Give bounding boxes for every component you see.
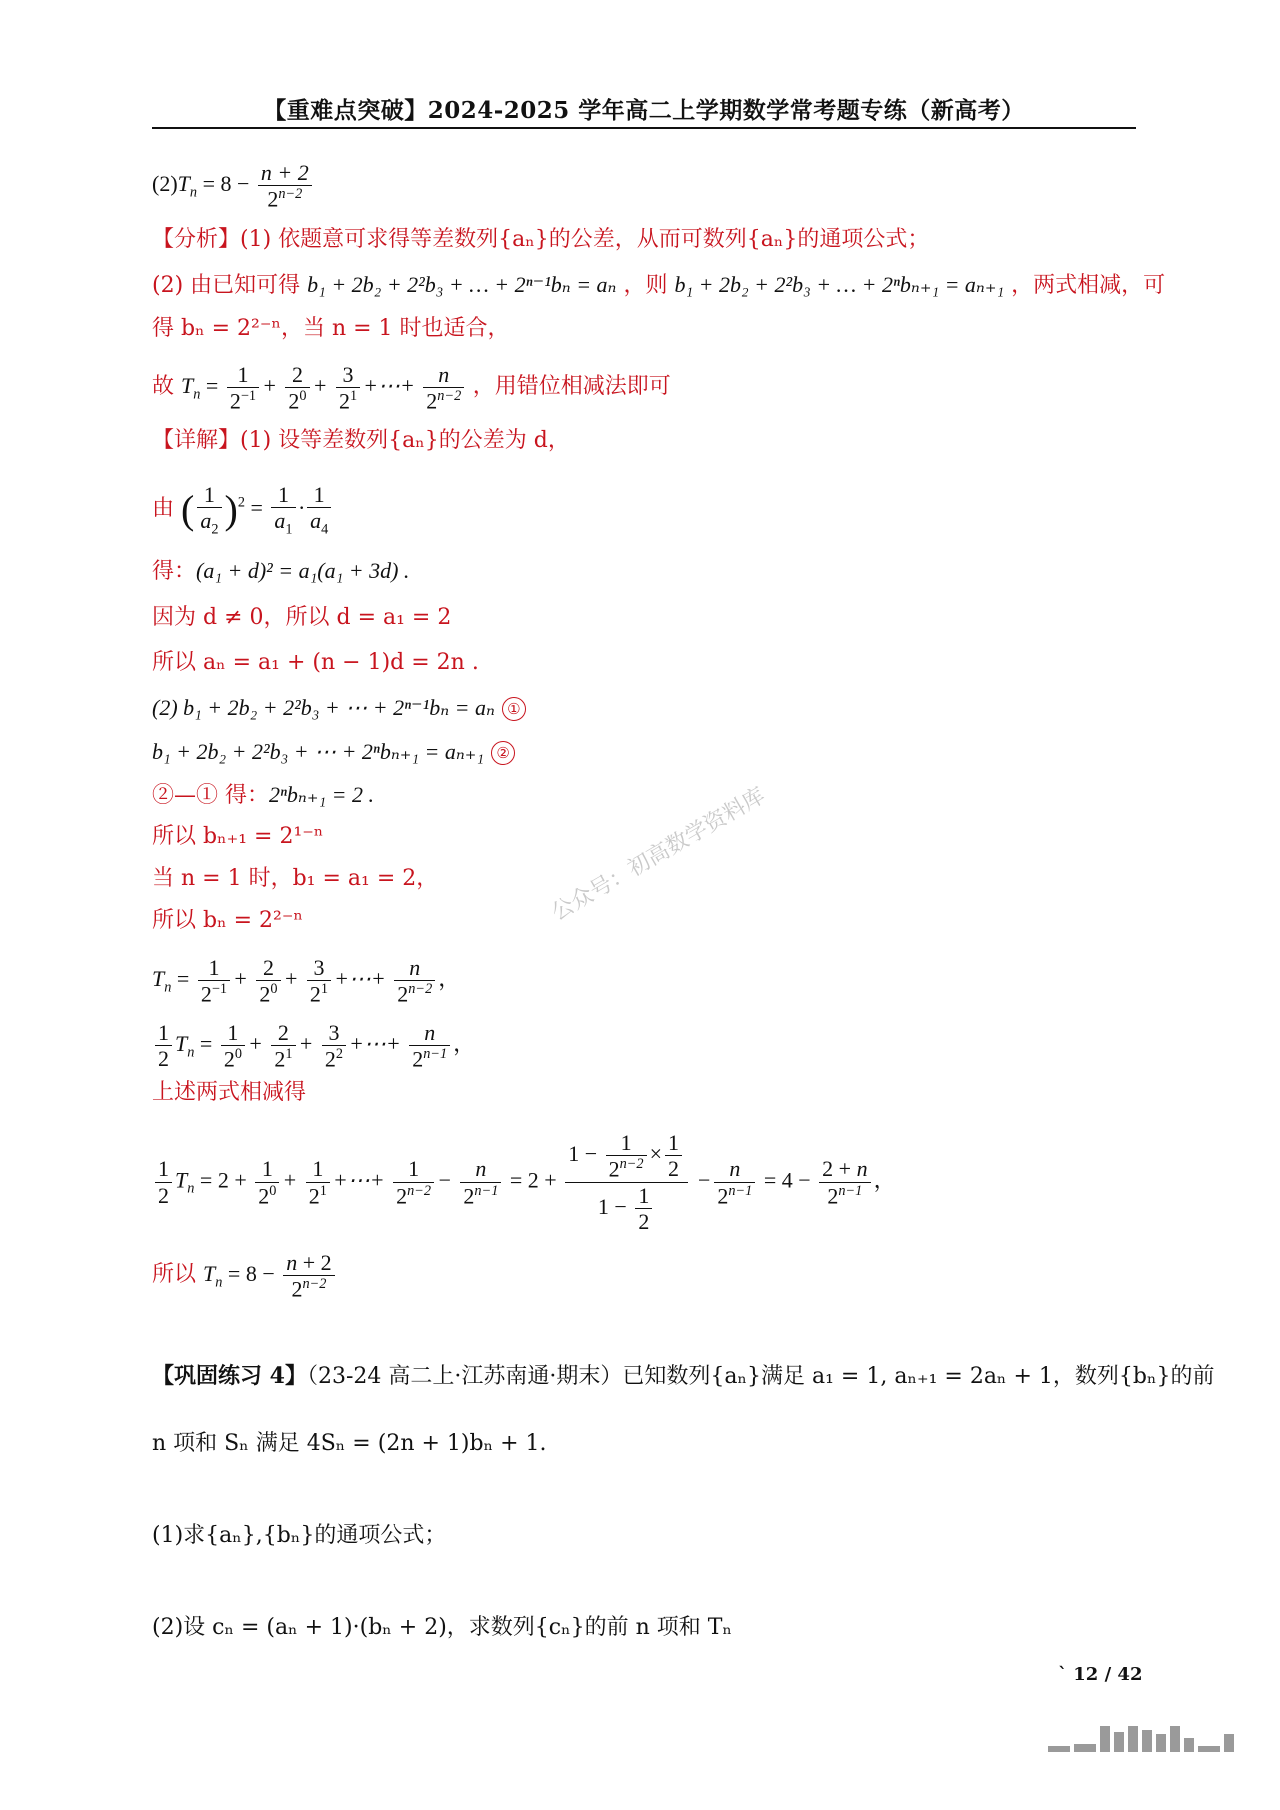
detail-sub: ②—① 得：2ⁿbₙ₊₁ = 2 . — [152, 782, 374, 808]
detail-de: 得：(a₁ + d)² = a₁(a₁ + 3d) . — [152, 558, 410, 584]
detail-subtract: 上述两式相减得 — [152, 1080, 307, 1105]
detail-you: 由 ( $\frac{1}{a_2}$ )$^2$ = $\frac{1}{a_1}$ · $\frac{1}{a_4}$ — [152, 482, 334, 538]
detail-line1: 【详解】(1) 设等差数列{aₙ}的公差为 d， — [152, 428, 570, 453]
detail-so-an: 所以 aₙ = a₁ + (n − 1)d = 2n . — [152, 650, 479, 675]
analysis-line1: 【分析】(1) 依题意可求得等差数列{aₙ}的公差，从而可数列{aₙ}的通项公式； — [152, 227, 930, 252]
exercise-q1: (1)求{aₙ},{bₙ}的通项公式； — [152, 1523, 447, 1548]
detail-eq2: b₁ + 2b₂ + 2²b₃ + ⋯ + 2ⁿbₙ₊₁ = aₙ₊₁ ② — [152, 741, 515, 765]
page-header: 【重难点突破】2024-2025 学年高二上学期数学常考题专练（新高考） — [263, 97, 1025, 124]
half-tn-series: $\frac{1}{2}$ $T_n$ = $\frac{1}{2^0}$ + $\frac{2}{2^1}$ + $\frac{3}{2^2}$ +⋯+ $\frac{n}{2^{n-1}}$ ， — [152, 1020, 475, 1072]
detail-so-bn1: 所以 bₙ₊₁ = 2¹⁻ⁿ — [152, 824, 324, 849]
tn-series: $T_n$ = $\frac{1}{2^{-1}}$ + $\frac{2}{2^0}$ + $\frac{3}{2^1}$ +⋯+ $\frac{n}{2^{n-2}}$ ， — [152, 955, 461, 1007]
detail-eq1: (2) b₁ + 2b₂ + 2²b₃ + ⋯ + 2ⁿ⁻¹bₙ = aₙ ① — [152, 697, 526, 721]
detail-because: 因为 d ≠ 0，所以 d = a₁ = 2 — [152, 605, 452, 630]
detail-so-bn: 所以 bₙ = 2²⁻ⁿ — [152, 908, 303, 933]
half-tn-result: $\frac{1}{2}$ $T_n = 2$ + $\frac{1}{2^0}$ + $\frac{1}{2^1}$ +⋯+ $\frac{1}{2^{n-2}}$ − $\frac{n}{2^{n-1}}$ = 2 + 1 − $\frac{1}{2^{n-2}}$ × $\frac{1}{2}$ 1 − $\frac{1}{2}$ − $\frac{n}{2^{n-1}}$ = 4 − $\frac{2 + n}{2^{n-1}}$ ， — [152, 1130, 896, 1235]
signal-bars-icon — [1048, 1722, 1258, 1752]
watermark: 公众号：初高数学资料库 — [547, 783, 770, 926]
exercise-line2: n 项和 Sₙ 满足 4Sₙ = (2n + 1)bₙ + 1. — [152, 1431, 547, 1456]
analysis-line2: (2) 由已知可得 b₁ + 2b₂ + 2²b₃ + … + 2ⁿ⁻¹bₙ = aₙ ，则 b₁ + 2b₂ + 2²b₃ + … + 2ⁿbₙ₊₁ = aₙ₊₁ ，两式相减，可 — [152, 272, 1166, 298]
exercise-q2: (2)设 cₙ = (aₙ + 1)·(bₙ + 2)，求数列{cₙ}的前 n 项和 Tₙ — [152, 1615, 732, 1640]
analysis-line4: 故 $T_n$ = $\frac{1}{2^{-1}}$ + $\frac{2}{2^0}$ + $\frac{3}{2^1}$ +⋯+ $\frac{n}{2^{n-2}}$ ，用错位相减法即可 — [152, 362, 671, 414]
detail-when: 当 n = 1 时，b₁ = a₁ = 2， — [152, 866, 439, 891]
exercise-line1: 【巩固练习 4】（23-24 高二上·江苏南通·期末）已知数列{aₙ}满足 a₁ = 1, aₙ₊₁ = 2aₙ + 1，数列{bₙ}的前 — [152, 1363, 1215, 1389]
answer-part2: $(2)T_n = 8$ − $\frac{n + 2}{2^{n-2}}$ — [152, 160, 315, 212]
header-rule — [152, 127, 1136, 129]
detail-so-tn: 所以 $T_n = 8$ − $\frac{n + 2}{2^{n-2}}$ — [152, 1250, 338, 1302]
page-number: ` 12 / 42 — [1058, 1664, 1143, 1685]
analysis-line3: 得 bₙ = 2²⁻ⁿ，当 n = 1 时也适合， — [152, 316, 510, 341]
